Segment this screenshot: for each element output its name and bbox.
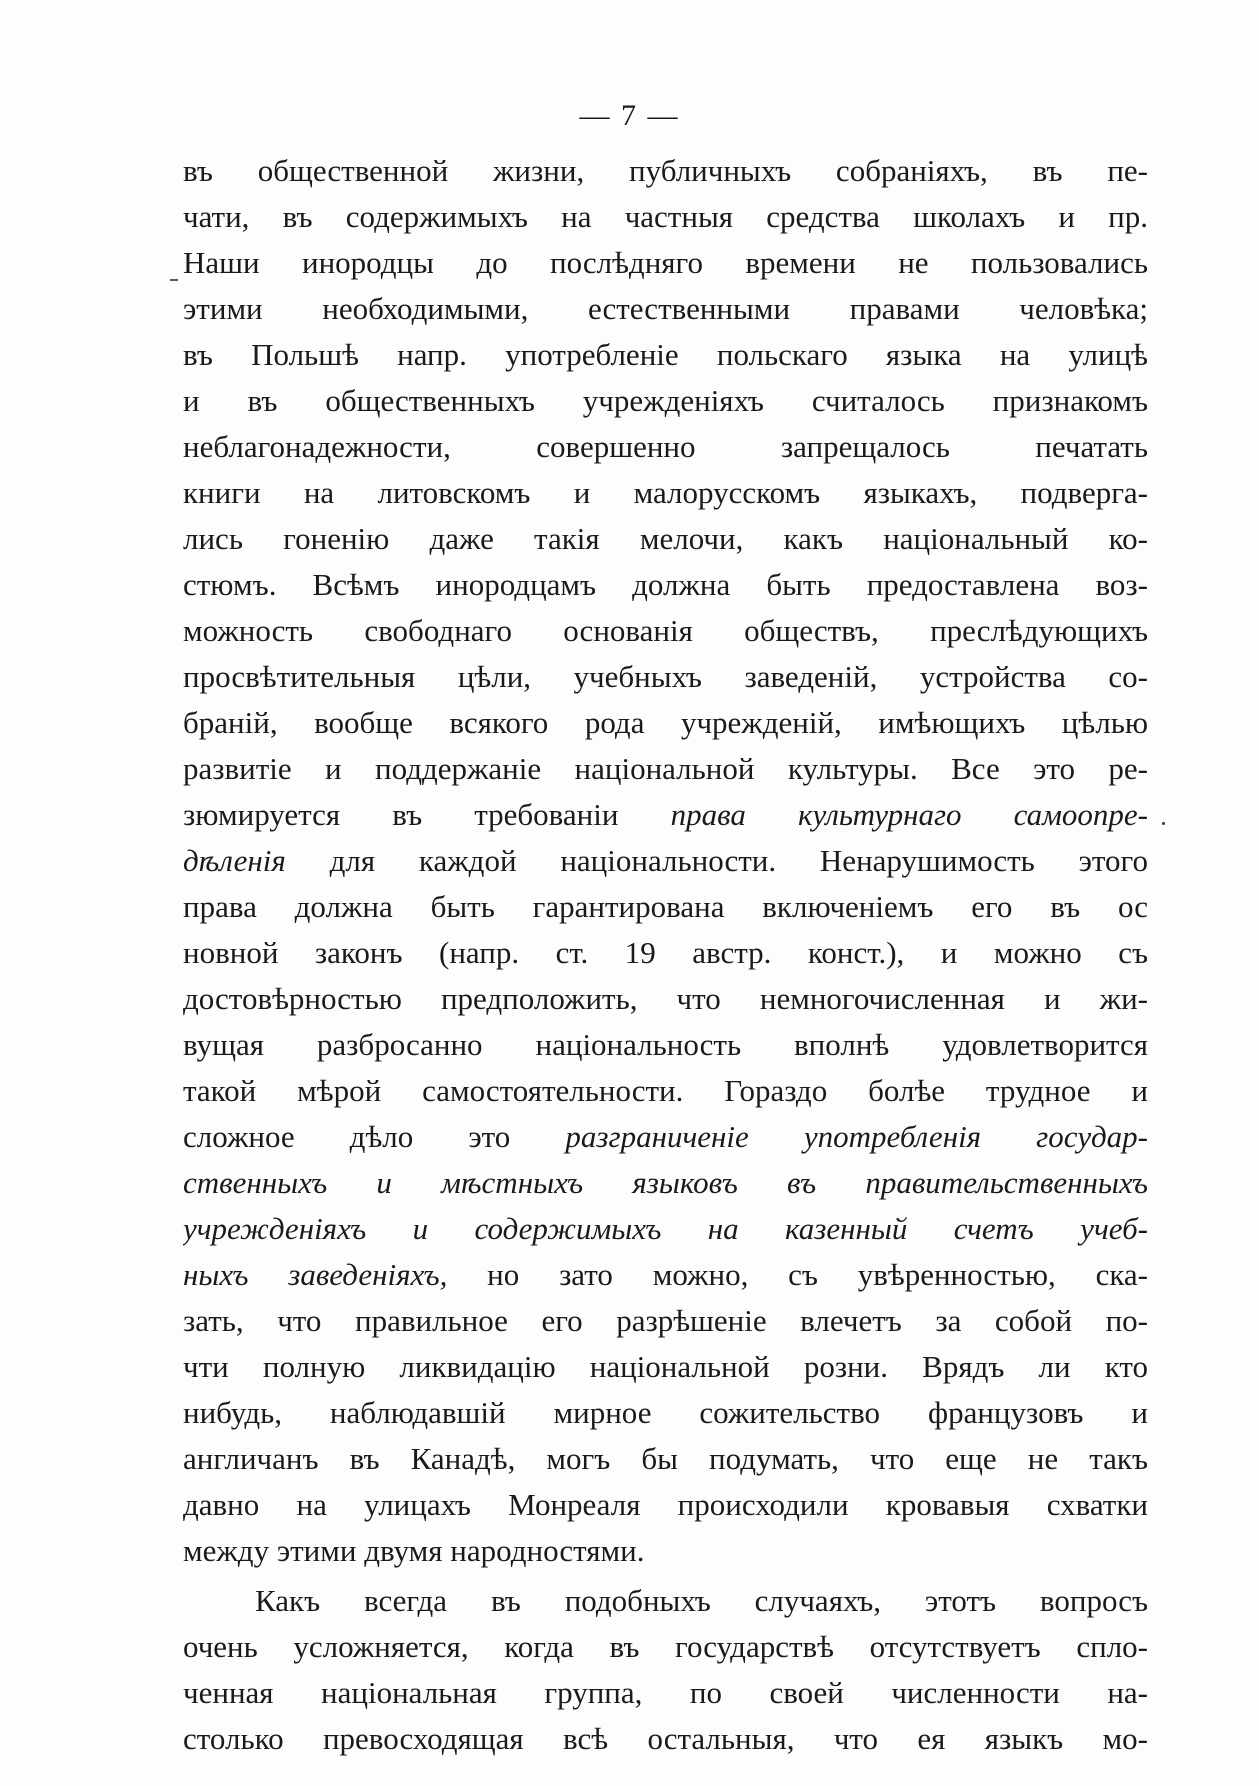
paragraph-end-line: между этими двумя народностями. xyxy=(183,1533,645,1568)
text-line: зать, что правильное его разрѣшеніе влечетъ за собой по- xyxy=(183,1303,1148,1338)
italic-segment: разграниченіе употребленія государ- xyxy=(565,1119,1148,1154)
page-number: — 7 — xyxy=(579,99,680,132)
italic-segment: права культурнаго самоопре- xyxy=(670,797,1148,832)
text-line-mixed xyxy=(183,838,1148,884)
text-segment: зюмируется въ требованіи xyxy=(183,797,671,832)
text-line: просвѣтительныя цѣли, учебныхъ заведеній, устройства со- xyxy=(183,659,1148,694)
margin-dot xyxy=(1162,822,1165,825)
paragraph-start-line: Какъ всегда въ подобныхъ случаяхъ, этотъ вопросъ xyxy=(255,1583,1148,1618)
text-line-mixed xyxy=(183,792,1148,838)
text-line: чти полную ликвидацію національной розни. Врядъ ли кто xyxy=(183,1349,1148,1384)
text-line: неблагонадежности, совершенно запрещалось печатать xyxy=(183,429,1148,464)
italic-segment: ныхъ заведеніяхъ, xyxy=(183,1257,448,1292)
italic-line: ственныхъ и мѣстныхъ языковъ въ правительственныхъ xyxy=(183,1165,1148,1200)
text-segment: но зато можно, съ увѣренностью, ска- xyxy=(447,1257,1148,1292)
text-line: въ общественной жизни, публичныхъ собраніяхъ, въ пе- xyxy=(183,153,1148,188)
text-segment: сложное дѣло это xyxy=(183,1119,566,1154)
text-line: развитіе и поддержаніе національной культуры. Все это ре- xyxy=(183,751,1148,786)
text-line: можность свободнаго основанія обществъ, преслѣдующихъ xyxy=(183,613,1148,648)
text-line: такой мѣрой самостоятельности. Гораздо болѣе трудное и xyxy=(183,1073,1148,1108)
text-line: книги на литовскомъ и малорусскомъ языкахъ, подверга- xyxy=(183,475,1148,510)
text-line: нибудь, наблюдавшій мирное сожительство французовъ и xyxy=(183,1395,1148,1430)
text-line-mixed xyxy=(183,1114,1148,1160)
italic-segment: дѣленія xyxy=(183,843,286,878)
text-line: и въ общественныхъ учрежденіяхъ считалось признакомъ xyxy=(183,383,1148,418)
text-line: давно на улицахъ Монреаля происходили кровавыя схватки xyxy=(183,1487,1148,1522)
text-line: права должна быть гарантирована включеніемъ его въ ос xyxy=(183,889,1148,924)
text-line: въ Польшѣ напр. употребленіе польскаго языка на улицѣ xyxy=(183,337,1148,372)
text-line: стюмъ. Всѣмъ инородцамъ должна быть предоставлена воз- xyxy=(183,567,1148,602)
text-line: ченная національная группа, по своей численности на- xyxy=(183,1675,1148,1710)
margin-mark xyxy=(170,279,178,281)
text-line: вущая разбросанно національность вполнѣ удовлетворится xyxy=(183,1027,1148,1062)
text-line: англичанъ въ Канадѣ, могъ бы подумать, что еще не такъ xyxy=(183,1441,1148,1476)
body-text xyxy=(183,148,1148,1762)
text-line: Наши инородцы до послѣдняго времени не пользовались xyxy=(183,245,1148,280)
text-line: достовѣрностью предположить, что немногочисленная и жи- xyxy=(183,981,1148,1016)
text-line: лись гоненію даже такія мелочи, какъ національный ко- xyxy=(183,521,1148,556)
text-line-mixed xyxy=(183,1252,1148,1298)
text-segment: для каждой національности. Ненарушимость этого xyxy=(285,843,1148,878)
text-line: чати, въ содержимыхъ на частныя средства школахъ и пр. xyxy=(183,199,1148,234)
text-line: столько превосходящая всѣ остальныя, что ея языкъ мо- xyxy=(183,1721,1148,1756)
text-line: новной законъ (напр. ст. 19 австр. конст.), и можно съ xyxy=(183,935,1148,970)
italic-line: учрежденіяхъ и содержимыхъ на казенный счетъ учеб- xyxy=(183,1211,1148,1246)
text-line: браній, вообще всякого рода учрежденій, имѣющихъ цѣлью xyxy=(183,705,1148,740)
text-line: очень усложняется, когда въ государствѣ отсутствуетъ сплo- xyxy=(183,1629,1148,1664)
text-line: этими необходимыми, естественными правами человѣка; xyxy=(183,291,1148,326)
